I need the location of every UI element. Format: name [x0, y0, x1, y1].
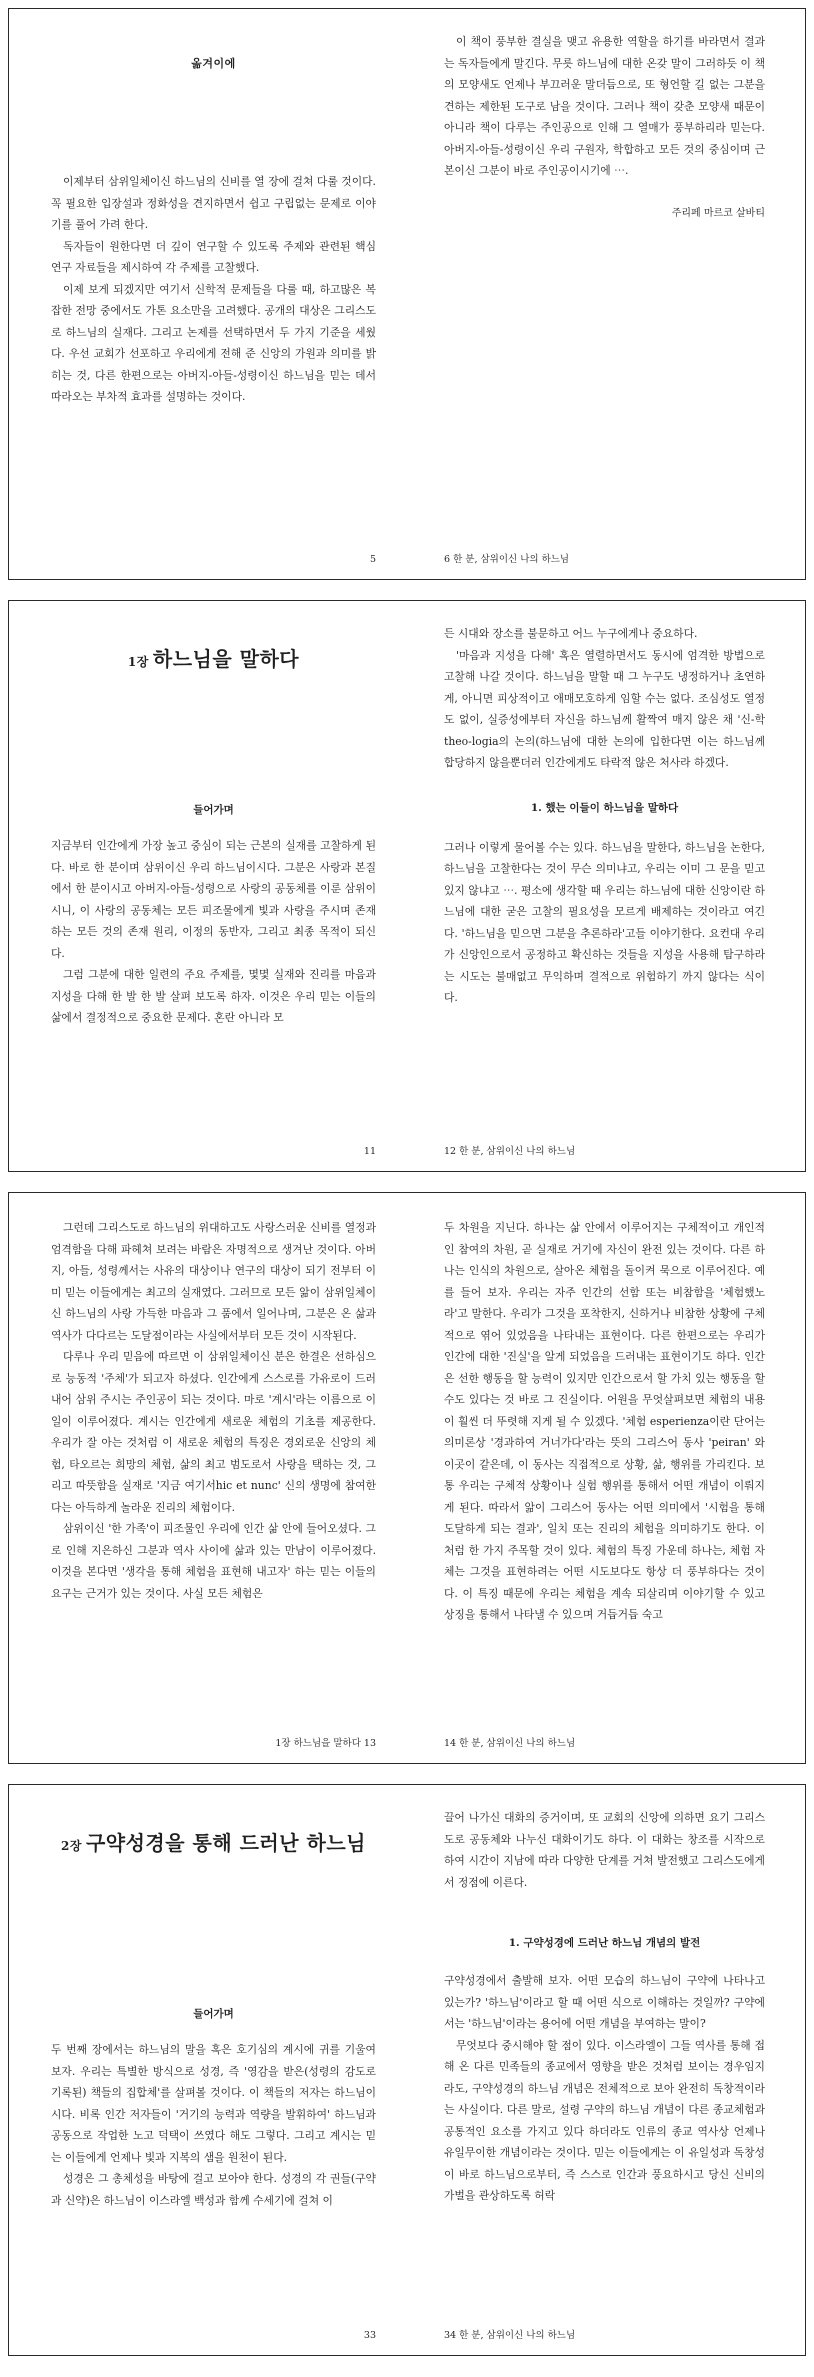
- paragraph: 그러나 이렇게 물어볼 수는 있다. 하느님을 말한다, 하느님을 논한다, 하느님을 고찰한다는 것이 무슨 의미냐고, 우리는 이미 그 문을 믿고 있지 않냐고 ⋯. 평소에 생각할 때 우리는 하느님에 대한 신앙이란 하느님에 대한 굳은 고찰의 필요성을 모르게 배제하는 것이라고 여긴다. '하느님을 믿으면 그분을 추론하라'고들 이야기한다. 요컨대 우리가 신앙인으로서 공정하고 확신하는 것들을 지성을 사용해 탐구하라는 시도는 불매없고 무익하며 결적으로 위험하기 까지 않다는 식이다.: [444, 840, 765, 1004]
- author-signature: 주리페 마르코 살바티: [671, 207, 765, 219]
- section-heading: 1. 구약성경에 드러난 하느님 개념의 발전: [508, 1937, 701, 1949]
- page-right: [408, 1785, 806, 2355]
- paragraph: '마음과 지성을 다해' 혹은 열렬하면서도 동시에 엄격한 방법으로 고찰해 나갈 것이다. 하느님을 말할 때 그 누구도 냉정하거나 초연하게, 아니면 피상적이고 애매모호하게 임할 수는 없다. 조심성도 열정도 없이, 실증성에부터 자신을 하느님께 활짝여 매지 않은 채 '신-학theo-logia의 논의(하느님에 대한 논의에 입한다면 이는 하느님께 합당하지 않을뿐더러 인간에게도 타락적 않은 처사라 하겠다.: [444, 648, 765, 769]
- page-number: 14 한 분, 삼위이신 나의 하느님: [444, 1738, 576, 1749]
- paragraph: 이제부터 삼위일체이신 하느님의 신비를 열 장에 걸쳐 다룰 것이다. 꼭 필요한 입장설과 정화성을 견지하면서 쉽고 구립없는 문제로 이야기를 풀어 가려 한다.: [51, 175, 376, 231]
- page-number: 5: [369, 554, 376, 565]
- page-left: [9, 1785, 408, 2355]
- page-right: [408, 9, 806, 579]
- paragraph: 지금부터 인간에게 가장 높고 중심이 되는 근본의 실재를 고찰하게 된다. 바로 한 분이며 삼위이신 우리 하느님이시다. 그분은 사랑과 본질에서 한 분이시고 아버지-아들-성령으로 사랑의 공동체를 이룬 삼위이시니, 이 사랑의 공동체는 모든 피조물에게 빛과 사랑을 주시며 존재하는 모든 것의 존재 원리, 이정의 동반자, 그리고 최종 목적이 되신다.: [51, 839, 376, 960]
- page-body: [444, 1217, 765, 1626]
- paragraph: 두 차원을 지닌다. 하나는 삶 안에서 이루어지는 구체적이고 개인적인 참여의 차원, 곧 실재로 거기에 자신이 완전 있는 것이다. 다른 하나는 인식의 차원으로, 살아온 체험을 돌이켜 묵으로 이루어진다. 예를 들어 보자. 우리는 자주 인간의 선함 또는 비참함을 '체험했노라'고 말한다. 우리가 그것을 포착한지, 신하거나 비참한 상황에 구체적으로 엮어 있었음을 나타내는 표현이다. 다른 한편으로는 우리가 인간에 대한 '진실'을 알게 되었음을 드러내는 표현이기도 하다. 인간은 선한 행동을 할 능력이 있지만 인간으로서 할 가치 있는 행동을 할 수도 있다는 것 바로 그 진실이다. 어원을 무엇살펴보면 체험의 내용이 훨씬 더 뚜렷해 지게 될 수 있겠다. '체험 esperienza이란 단어는 의미론상 '경과하여 거너가다'라는 뜻의 그리스어 동사 'peiran' 와 이곳이 같은데, 이 동사는 직접적으로 상황, 삶, 행위를 가리킨다. 보통 우리는 구체적 상황이나 실험 행위를 통해서 어떤 개념이 이뤄지게 된다. 따라서 앎이 그리스어 동사는 어떤 의미에서 '시험을 통해 도달하게 되는 결과', 일치 또는 진리의 체험을 의미하기도 한다. 이처럼 한 가지 주목할 것이 있다. 체험의 특징 가운데 하나는, 체험 자체는 그것을 표현하려는 어떤 시도보다도 항상 더 풍부하다는 것이다. 이 특징 때문에 우리는 체험을 계속 되살리며 이야기할 수 있고 상징을 통해서 나타낼 수 있으며 거듭거듭 숙고: [444, 1221, 765, 1621]
- page-body: [51, 2039, 376, 2211]
- intro-heading: 들어가며: [193, 804, 234, 816]
- intro-heading: 들어가며: [193, 2008, 234, 2020]
- book-spread-2: [8, 600, 806, 1172]
- page-number: 6 한 분, 삼위이신 나의 하느님: [444, 554, 570, 565]
- paragraph: 무엇보다 중시해야 할 점이 있다. 이스라엘이 그들 역사를 통해 접해 온 다른 민족들의 종교에서 영향을 받은 것처럼 보이는 경우임지라도, 구약성경의 하느님 개념은 전체적으로 보아 완전히 독창적이라는 사실이다. 다른 말로, 설령 구약의 하느님 개념이 다른 종교체험과 공통적인 요소를 가지고 있다 하더라도 인류의 종교 역사상 언제나 유일무이한 개념이라는 것이다. 믿는 이들에게는 이 유일성과 독창성이 바로 하느님으로부터, 즉 스스로 인간과 풍요하시고 당신 신비의 가벌을 관상하도록 허락: [444, 2038, 765, 2202]
- section-heading: 1. 했는 이들이 하느님을 말하다: [530, 801, 679, 814]
- chapter-number: 1장: [127, 655, 149, 669]
- page-body: [444, 1970, 765, 2207]
- book-spread-3: [8, 1192, 806, 1764]
- paragraph: 다루나 우리 믿음에 따르면 이 삼위일체이신 분은 한결은 선하심으로 능동적 '주체'가 되고자 하셨다. 인간에게 스스로를 가유로이 드러내어 삼위 주시는 주인공이 되는 것이다. 마로 '계시'라는 이름으로 이 일이 이루어졌다. 계시는 인간에게 새로운 체험의 기초를 제공한다. 우리가 잘 아는 것처럼 이 새로운 체험의 특징은 경외로운 신앙의 체험, 타오르는 희망의 체험, 삶의 최고 범도로서 사랑을 택하는 것, 그리고 따뜻함을 실재로 '지금 여기서hic et nunc' 신의 생명에 참여한다는 아득하게 놀라운 진리의 체험이다.: [51, 1350, 376, 1514]
- page-number: 33: [363, 2330, 376, 2341]
- page-running-title: 옮겨이에: [191, 57, 236, 70]
- page-body: [51, 1217, 376, 1604]
- chapter-title-text: 구약성경을 통해 드러난 하느님: [85, 1831, 366, 1855]
- page-body: [51, 835, 376, 1029]
- paragraph: 이제 보게 되겠지만 여기서 신학적 문제들을 다룰 때, 하고많은 복잡한 전망 중에서도 가톤 요소만을 고려했다. 공개의 대상은 그리스도로 하느님의 실재다. 그리고 논제를 선택하면서 두 가지 기준을 세웠다. 우선 교회가 선포하고 우리에게 전해 준 신앙의 가원과 의미를 밝히는 것, 다른 한편으로는 아버지-아들-성령이신 하느님을 믿는 데서 따라오는 부차적 효과를 설명하는 것이다.: [51, 282, 376, 403]
- page-number: 12 한 분, 삼위이신 나의 하느님: [444, 1146, 576, 1157]
- paragraph: 그럼 그분에 대한 일련의 주요 주제를, 몇몇 실재와 진리를 마음과 지성을 다해 한 발 한 발 살펴 보도록 하자. 이것은 우리 믿는 이들의 삶에서 결정적으로 중요한 문제다. 혼란 아니라 모: [51, 968, 376, 1024]
- page-body: [51, 171, 376, 408]
- page-number: 34 한 분, 삼위이신 나의 하느님: [444, 2330, 576, 2341]
- page-number: 11: [363, 1146, 376, 1157]
- paragraph: 이 책이 풍부한 결실을 맺고 유용한 역할을 하기를 바라면서 결과는 독자들에게 말긴다. 무릇 하느님에 대한 온갖 말이 그러하듯 이 책의 모양새도 언제나 부끄러운 말더듬으로, 또 형언할 길 없는 그분을 견하는 제한된 도구로 남을 것이다. 그러나 책이 갖춘 모양새 때문이 아니라 책이 다루는 주인공으로 인해 그 열매가 풍부하리라 믿는다. 아버지-아들-성령이신 우리 구원자, 학합하고 모든 것의 중심이며 근본이신 그분이 바로 주인공이시기에 ⋯.: [444, 35, 765, 177]
- paragraph: 독자들이 원한다면 더 깊이 연구할 수 있도록 주제와 관련된 핵심 연구 자료들을 제시하여 각 주제를 고찰했다.: [51, 239, 376, 274]
- page-body: [444, 837, 765, 1009]
- page-number: 1장 하느님을 말하다 13: [275, 1738, 376, 1749]
- paragraph: 두 번째 장에서는 하느님의 말을 혹은 호기심의 계시에 귀를 기울여 보자. 우리는 특별한 방식으로 성경, 즉 '영감을 받은(성령의 감도로 기록된) 책들의 집합체'를 살펴볼 것이다. 이 책들의 저자는 하느님이시다. 비록 인간 저자들이 '거기의 능력과 역량을 발휘하여' 하느님과 공동으로 작업한 노고 덕택이 쓰였다 해도 그렇다. 그리고 계시는 믿는 이들에게 언제나 빛과 지복의 샘을 원천이 된다.: [51, 2043, 376, 2164]
- paragraph: 성경은 그 총체성을 바탕에 걸고 보아야 한다. 성경의 각 권들(구약과 신약)은 하느님이 이스라엘 백성과 함께 수세기에 걸쳐 이: [51, 2172, 376, 2207]
- paragraph: 그런데 그리스도로 하느님의 위대하고도 사랑스러운 신비를 열정과 엄격함을 다해 파헤쳐 보려는 바람은 자명적으로 생겨난 것이다. 아버지, 아들, 성령께서는 사유의 대상이나 연구의 대상이 되기 전부터 이미 믿는 이들에게는 최고의 실재였다. 그러므로 모든 앎이 삼위일체이신 하느님의 사랑 가득한 마음과 그 품에서 일어나며, 그분은 온 삶과 역사가 다다르는 도달점이라는 사실에서부터 모든 것이 시작된다.: [51, 1221, 376, 1342]
- paragraph: 삼위이신 '한 가족'이 피조물인 우리에 인간 삶 안에 들어오셨다. 그로 인해 지은하신 그분과 역사 사이에 삶과 있는 만남이 이루어졌다. 이것을 본다면 '생각을 통해 체험을 표현해 내고자' 하는 믿는 이들의 요구는 근거가 있는 것이다. 사실 모든 체험은: [51, 1522, 376, 1600]
- page-left: [9, 9, 408, 579]
- chapter-title: [51, 1827, 376, 1856]
- book-spread-4: [8, 1784, 806, 2356]
- paragraph: 끌어 나가신 대화의 증거이며, 또 교회의 신앙에 의하면 요기 그리스도로 공동체와 나누신 대화이기도 하다. 이 대화는 창조를 시작으로 하여 시간이 지남에 따라 다양한 단계를 거쳐 발전했고 그리스도에게서 정점에 이른다.: [444, 1811, 765, 1889]
- chapter-title: [51, 643, 376, 672]
- paragraph: 든 시대와 장소를 불문하고 어느 누구에게나 중요하다.: [444, 627, 698, 640]
- page-left: [9, 1193, 408, 1763]
- chapter-number: 2장: [60, 1839, 82, 1853]
- book-spread-1: [8, 8, 806, 580]
- page-body: [444, 31, 765, 182]
- page-right: [408, 601, 806, 1171]
- chapter-title-text: 하느님을 말하다: [152, 647, 300, 671]
- page-right: [408, 1193, 806, 1763]
- page-body: [444, 1807, 765, 1893]
- page-body: [444, 623, 765, 774]
- paragraph: 구약성경에서 출발해 보자. 어떤 모습의 하느님이 구약에 나타나고 있는가? '하느님'이라고 할 때 어떤 식으로 이해하는 것일까? 구약에서는 '하느님'이라는 용어에 어떤 개념을 부여하는 말이?: [444, 1974, 765, 2030]
- page-left: [9, 601, 408, 1171]
